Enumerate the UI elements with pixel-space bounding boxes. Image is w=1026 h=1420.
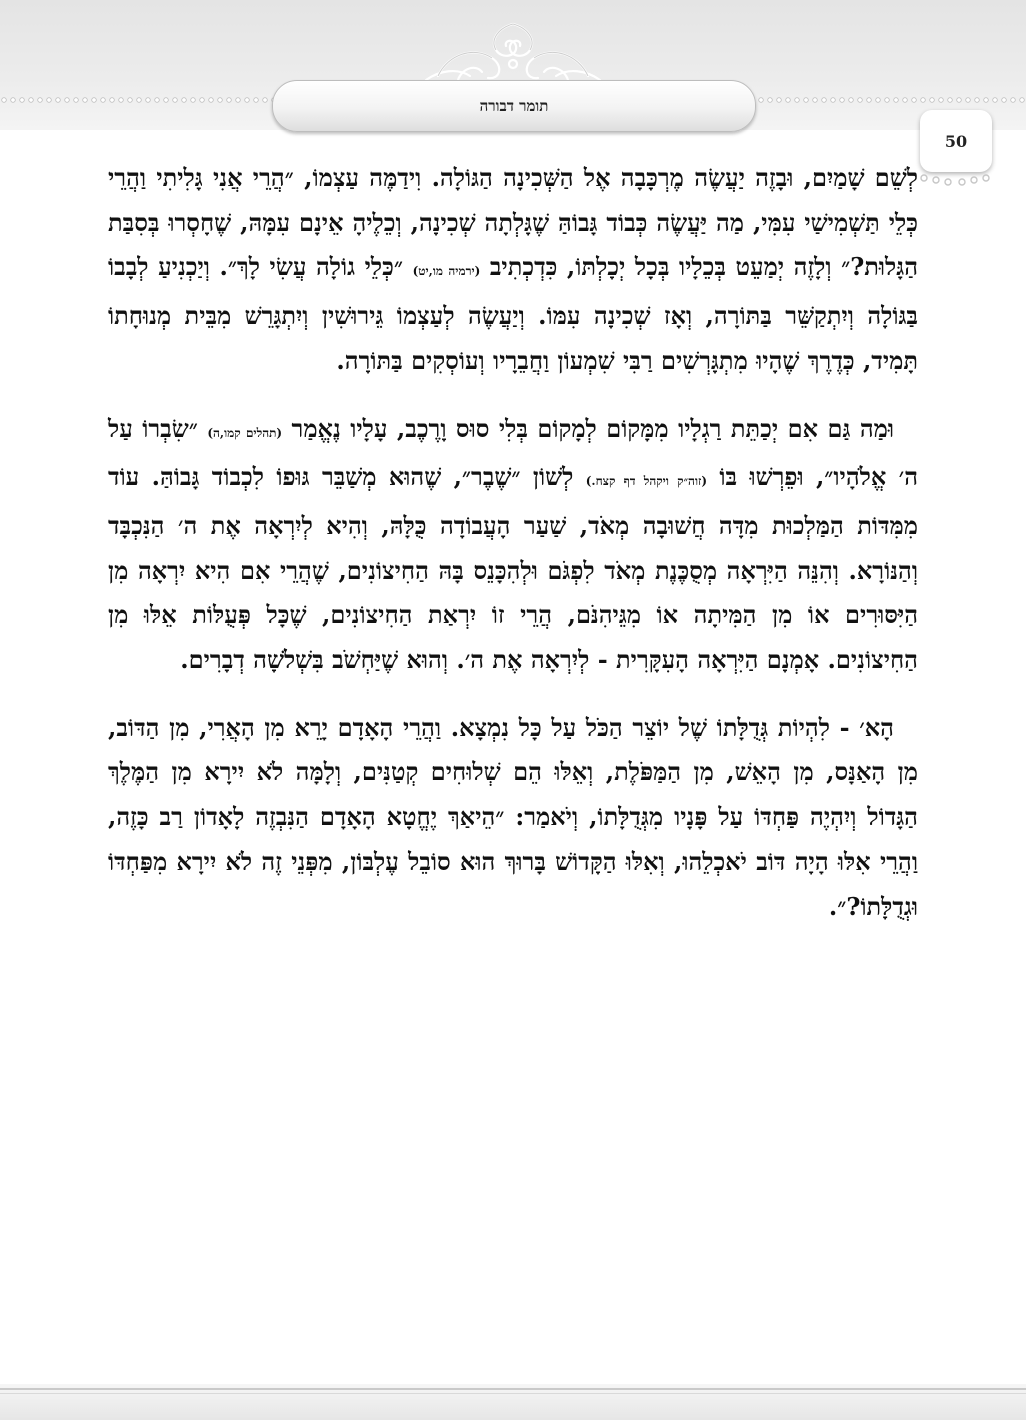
- page-tab-dots-icon: [910, 172, 1000, 190]
- paragraph-1: [108, 156, 918, 384]
- paragraph-2-text-b: ״שִׂבְרוֹ עַל ה׳ אֱלֹהָיו״, וּפֵרְשׁוּ בּוֹ: [108, 413, 918, 492]
- footer-rule: [0, 1388, 1026, 1390]
- header-bead-border-left: [0, 96, 278, 104]
- header-title-pill: [272, 80, 756, 132]
- paragraph-1-text-a: לְשֵׁם שָׁמַיִם, וּבָזֶה יַעֲשֶׂה מֶרְכָּבָה אֶל הַשְּׁכִינָה הַגּוֹלָה. וִידַמֶּה עַצְמוֹ, ״הֲרֵי אֲנִי גָּלִיתִי וַהֲרֵי כְּלֵי תַּשְׁמִישַׁי עִמִּי, מַה יַּעֲשֶׂה כְּבוֹד גָּבוֹהַּ שֶׁגָּלְתָה שְׁכִינָה, וְכֵלֶיהָ אֵינָם עִמָּהּ, שֶׁחָסְרוּ בְּסִבַּת הַגָּלוּת?״ וְלָזֶה יְמַעֵט בְּכֵלָיו בְּכָל יְכָלְתּוֹ, כִּדְכְתִיב: [108, 163, 919, 282]
- paragraph-3: [108, 706, 918, 930]
- paragraph-2: [108, 407, 918, 683]
- source-reference: (זוה״ק ויקהל דף קצח.): [585, 474, 708, 489]
- header-bead-border-right: [748, 96, 1026, 104]
- paragraph-2-text-a: וּמַה גַּם אִם יְכַתֵּת רַגְלָיו מִמָּקוֹם לְמָקוֹם בְּלִי סוּס וָרֶכֶב, עָלָיו נֶאֱמַר: [282, 413, 894, 443]
- paragraph-3-text: הָא׳ - לִהְיוֹת גְּדֻלָּתוֹ שֶׁל יוֹצֵר הַכֹּל עַל כָּל נִמְצָא. וַהֲרֵי הָאָדָם יָרֵא מִן הָאֲרִי, מִן הַדּוֹב, מִן הָאַנָּס, מִן הָאֵשׁ, מִן הַמַּפֹּלֶת, וְאֵלּוּ הֵם שְׁלוּחִים קְטַנִּים, וְלָמָּה לֹא יִירָא מִן הַמֶּלֶךְ הַגָּדוֹל וְיִהְיֶה פַּחְדּוֹ עַל פָּנָיו מִגְּדֻלָּתוֹ, וְיֹאמַר: ״הֵיאַךְ יֶחֱטָא הָאָדָם הַנִּבְזֶה לָאָדוֹן רַב כָּזֶה, וַהֲרֵי אִלּוּ הָיָה דּוֹב יֹאכְלֵהוּ, וְאִלּוּ הַקָּדוֹשׁ בָּרוּךְ הוּא סוֹבֵל עֶלְבּוֹן, מִפְּנֵי זֶה לֹא יִירָא מִפַּחְדּוֹ וּגְדֻלָּתוֹ?״.: [108, 712, 918, 921]
- source-reference: (תהלים קמו,ה): [207, 425, 283, 440]
- page-number: 50: [944, 131, 968, 151]
- paragraph-2-text-c: לְשׁוֹן ״שֶׁבֶר״, שֶׁהוּא מְשַׁבֵּר גּוּפוֹ לִכְבוֹד גָּבוֹהַּ. עוֹד מִמִּדּוֹת הַמַּלְכוּת מִדָּה חֲשׁוּבָה מְאֹד, שַׁעַר הָעֲבוֹדָה כֻּלָּהּ, וְהִיא לְיִרְאָה אֶת ה׳ הַנִּכְבָּד וְהַנּוֹרָא. וְהִנֵּה הַיִּרְאָה מְסֻכֶּנֶת מְאֹד לִפְגֹּם וּלְהִכָּנֵס בָּהּ הַחִיצוֹנִים, שֶׁהֲרֵי אִם הִיא יִרְאָה מִן הַיִּסּוּרִים אוֹ מִן הַמִּיתָה אוֹ מִגֵּיהִנֹּם, הֲרֵי זוֹ יִרְאַת הַחִיצוֹנִים, שֶׁכָּל פְּעֻלּוֹת אֵלּוּ מִן הַחִיצוֹנִים. אָמְנָם הַיִּרְאָה הָעִקָּרִית - לְיִרְאָה אֶת ה׳. וְהוּא שֶׁיַּחְשֹׁב בִּשְׁלֹשָׁה דְבָרִים.: [108, 462, 918, 675]
- footer-rule-thin: [0, 1393, 1026, 1394]
- source-reference: (ירמיה מו,יט): [412, 264, 481, 279]
- page-number-tab: [920, 110, 992, 172]
- page-content: [108, 156, 918, 929]
- book-title: תומר דבורה: [479, 96, 549, 115]
- paragraph-1-text-b: ״כְּלֵי גוֹלָה עֲשִׂי לָךְ״. וְיַכְנִיעַ לְבָבוֹ בַּגּוֹלָה וְיִתְקַשֵּׁר בַּתּוֹרָה, וְאָז שְׁכִינָה עִמּוֹ. וְיַעֲשֶׂה לְעַצְמוֹ גֵּירוּשִׁין וְיִתְגָּרֵשׁ מִבֵּית מְנוּחָתוֹ תָּמִיד, כְּדֶרֶךְ שֶׁהָיוּ מִתְגָּרְשִׁים רַבִּי שִׁמְעוֹן וַחֲבֵרָיו וְעוֹסְקִים בַּתּוֹרָה.: [108, 252, 918, 375]
- footer-band: [0, 1384, 1026, 1420]
